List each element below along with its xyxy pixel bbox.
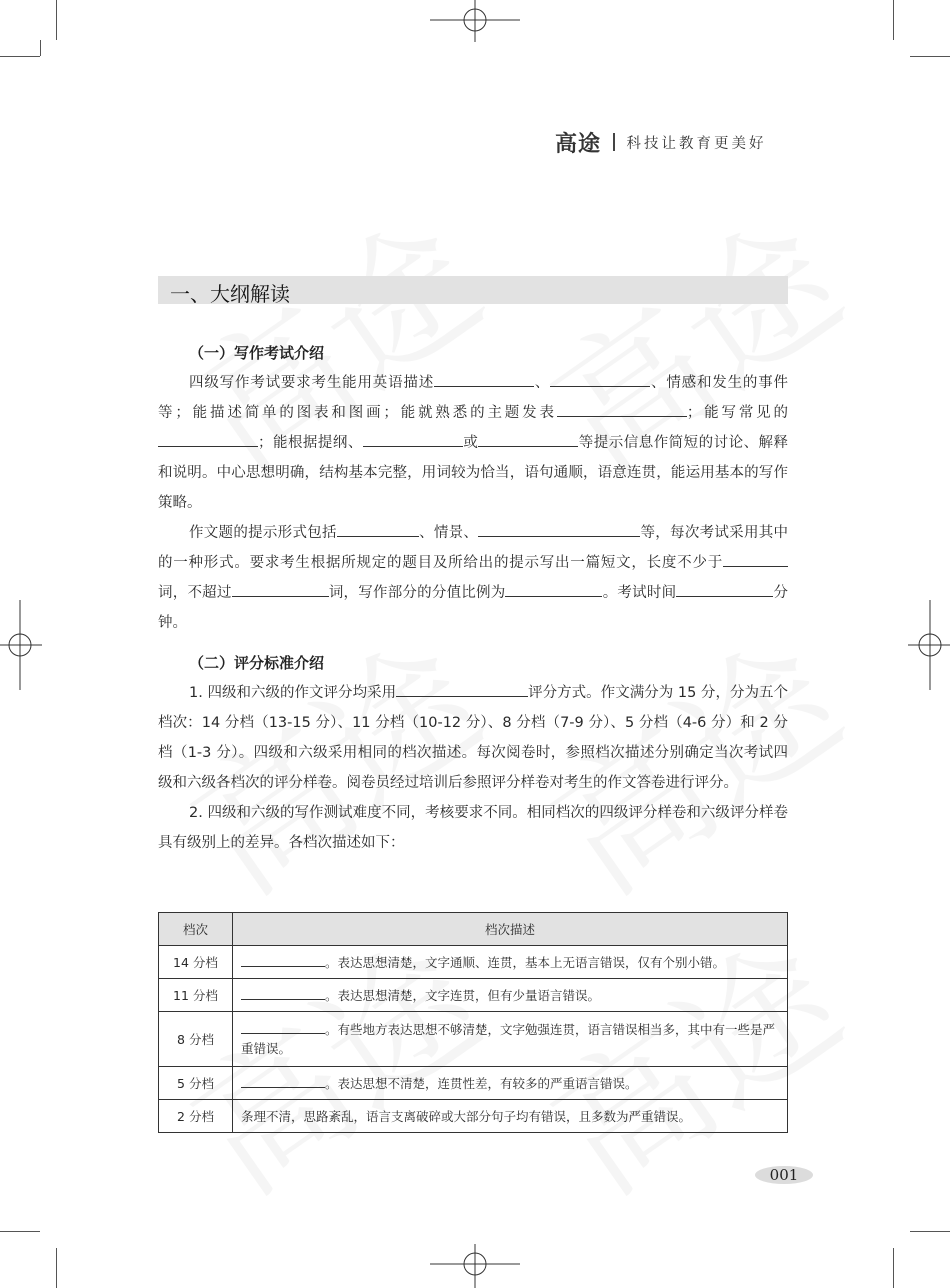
main-content — [158, 338, 788, 858]
grade-cell: 14 分档 — [159, 946, 233, 979]
fill-blank — [158, 428, 258, 447]
description-cell — [233, 1067, 788, 1100]
brand-divider — [613, 133, 615, 151]
crop-mark — [893, 0, 894, 40]
fill-blank — [723, 548, 788, 567]
table-row — [159, 979, 788, 1012]
text: 分钟。 — [158, 585, 789, 631]
text: 1. 四级和六级的作文评分均采用 — [189, 685, 397, 701]
registration-mark-right — [900, 600, 950, 690]
description-cell: 条理不清，思路紊乱，语言支离破碎或大部分句子均有错误，且多数为严重错误。 — [233, 1100, 788, 1133]
subheading-writing-intro: （一）写作考试介绍 — [189, 344, 325, 362]
table-row — [159, 946, 788, 979]
crop-mark — [56, 0, 57, 40]
fill-blank — [241, 1020, 325, 1034]
column-header-grade: 档次 — [159, 913, 233, 946]
table-row — [159, 1100, 788, 1133]
text: 词，不超过 — [158, 585, 232, 601]
registration-mark-top — [430, 0, 520, 50]
fill-blank — [337, 518, 419, 537]
crop-mark — [56, 1248, 57, 1288]
text: 、情感和发生的事件等；能描述简单的图表和图画；能就熟悉的主题发表 — [158, 375, 789, 421]
text: 等提示信息作简短的讨论、解释和说明。中心思想明确，结构基本完整，用词较为恰当，语句通顺，语意连贯，能运用基本的写作策略。 — [158, 435, 789, 511]
fill-blank — [676, 578, 773, 597]
description-cell — [233, 1012, 788, 1067]
grade-cell: 8 分档 — [159, 1012, 233, 1067]
header-brand — [555, 126, 767, 158]
fill-blank — [241, 986, 325, 1000]
fill-blank — [550, 368, 650, 387]
crop-mark — [0, 56, 40, 57]
registration-mark-bottom — [430, 1238, 520, 1288]
crop-mark — [40, 40, 41, 56]
paragraph-writing-requirements — [158, 368, 788, 518]
grade-table — [158, 912, 788, 1133]
text: 词，写作部分的分值比例为 — [328, 585, 506, 601]
section-title: 一、大纲解读 — [170, 282, 290, 306]
text: 、 — [534, 375, 551, 391]
text: 四级写作考试要求考生能用英语描述 — [189, 375, 435, 391]
paragraph-level-difference: 2. 四级和六级的写作测试难度不同，考核要求不同。相同档次的四级评分样卷和六级评分样卷具有级别上的差异。各档次描述如下： — [158, 805, 788, 851]
fill-blank — [241, 953, 325, 967]
fill-blank — [363, 428, 463, 447]
spacer — [158, 638, 788, 648]
fill-blank — [505, 578, 602, 597]
fill-blank — [478, 428, 578, 447]
page-number-badge — [754, 1164, 814, 1186]
description-text: 。有些地方表达思想不够清楚，文字勉强连贯，语言错误相当多，其中有一些是严重错误。 — [241, 1022, 776, 1056]
paragraph-prompt-format — [158, 518, 788, 638]
description-text: 。表达思想清楚，文字连贯，但有少量语言错误。 — [325, 987, 601, 1003]
subheading-scoring-intro: （二）评分标准介绍 — [189, 654, 325, 672]
table-row — [159, 1012, 788, 1067]
text: ；能根据提纲、 — [258, 435, 363, 451]
fill-blank — [557, 398, 687, 417]
crop-mark — [910, 56, 950, 57]
brand-slogan: 科技让教育更美好 — [626, 135, 767, 152]
section-header — [158, 276, 788, 304]
text: 、情景、 — [418, 525, 479, 541]
crop-mark — [893, 1248, 894, 1288]
crop-mark — [0, 1231, 40, 1232]
registration-mark-left — [0, 600, 50, 690]
text: 作文题的提示形式包括 — [189, 525, 337, 541]
fill-blank — [396, 678, 528, 697]
table-row — [159, 1067, 788, 1100]
brand-logo: 高途 — [555, 131, 602, 157]
column-header-description: 档次描述 — [233, 913, 788, 946]
description-text: 。表达思想清楚，文字通顺、连贯，基本上无语言错误，仅有个别小错。 — [325, 954, 726, 970]
page-number: 001 — [769, 1166, 799, 1184]
text: 或 — [462, 435, 479, 451]
text: ；能写常见的 — [686, 405, 789, 421]
scoring-table — [158, 912, 788, 1133]
fill-blank — [232, 578, 329, 597]
grade-cell: 5 分档 — [159, 1067, 233, 1100]
grade-cell: 11 分档 — [159, 979, 233, 1012]
grade-cell: 2 分档 — [159, 1100, 233, 1133]
text: 评分方式。作文满分为 15 分，分为五个档次：14 分档（13-15 分）、11 分档（10-12 分）、8 分档（7-9 分）、5 分档（4-6 分）和 2 分档（1-3 分）。四级和六级采用相同的档次描述。每次阅卷时，参照档次描述分别确定当次考试四级和六级各档次的评分样卷。阅卷员经过培训后参照评分样卷对考生的作文答卷进行评分。 — [158, 685, 788, 791]
crop-mark — [910, 1231, 950, 1232]
description-cell — [233, 946, 788, 979]
description-cell — [233, 979, 788, 1012]
text: 。考试时间 — [602, 585, 677, 601]
table-header-row — [159, 913, 788, 946]
fill-blank — [241, 1074, 325, 1088]
text: 等，每次考试采用其中的一种形式。要求考生根据所规定的题目及所给出的提示写出一篇短文，长度不少于 — [158, 525, 789, 571]
fill-blank — [434, 368, 534, 387]
description-text: 。表达思想不清楚，连贯性差，有较多的严重语言错误。 — [325, 1075, 638, 1091]
fill-blank — [478, 518, 640, 537]
paragraph-scoring-method — [158, 678, 788, 798]
